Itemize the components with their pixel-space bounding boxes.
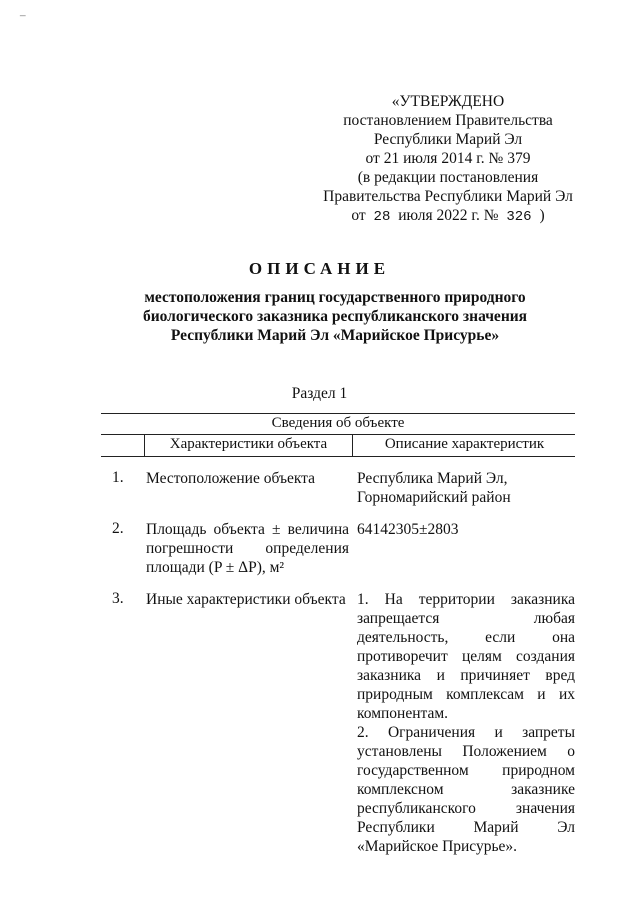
value-paragraph: 2. Ограничения и запреты установлены Положением о государственном природном комплексном заказнике республиканского значения Республики Марий Эл «Марийское Присурье». — [357, 724, 575, 855]
table-top-rule — [101, 413, 575, 414]
table-col-divider — [352, 434, 353, 457]
edition-prefix: от — [351, 207, 366, 224]
value-line: Республика Марий Эл, — [357, 470, 508, 487]
row-value — [357, 469, 575, 507]
row-label: Местоположение объекта — [146, 470, 316, 487]
approval-stamp — [318, 92, 578, 227]
subtitle-line: Республики Марий Эл «Марийское Присурье» — [170, 327, 500, 344]
subtitle-line: биологического заказника республиканского значения — [142, 308, 528, 325]
edition-day: 28 — [373, 209, 391, 225]
table-caption: Сведения об объекте — [271, 415, 405, 431]
table-header-rule — [101, 456, 575, 457]
subtitle-line: местоположения границ государственного природного — [144, 289, 526, 306]
row-label: Иные характеристики объекта — [146, 591, 346, 608]
col-header-description: Описание характеристик — [384, 436, 545, 452]
edition-suffix: ) — [539, 207, 545, 224]
col-header-characteristics: Характеристики объекта — [169, 436, 328, 452]
edition-number: 326 — [506, 209, 532, 225]
edition-month-year: июля 2022 г. № — [398, 207, 499, 224]
section-label: Раздел 1 — [291, 385, 348, 402]
row-number: 2. — [112, 520, 124, 537]
approval-edition-line — [318, 206, 578, 227]
row-value — [357, 590, 575, 856]
row-number: 3. — [112, 590, 124, 607]
value-line: 64142305±2803 — [357, 521, 459, 538]
table-col-divider — [144, 434, 145, 457]
approval-line: Правительства Республики Марий Эл — [323, 188, 573, 205]
table-caption-rule — [101, 434, 575, 435]
value-paragraph: 1. На территории заказника запрещается любая деятельность, если она противоречит целям создания заказника и причиняет вред природным комплексам и их компонентам. — [357, 591, 575, 722]
document-subtitle — [120, 288, 550, 345]
approval-line: «УТВЕРЖДЕНО — [391, 93, 505, 110]
document-title: ОПИСАНИЕ — [248, 259, 391, 278]
approval-line: (в редакции постановления — [357, 169, 539, 186]
row-label: Площадь объекта ± величина погрешности определения площади (P ± ΔP), м² — [146, 521, 349, 576]
value-line: Горномарийский район — [357, 489, 511, 506]
approval-line: постановлением Правительства — [343, 112, 553, 129]
approval-line: от 21 июля 2014 г. № 379 — [365, 150, 531, 167]
approval-line: Республики Марий Эл — [373, 131, 523, 148]
row-number: 1. — [112, 469, 124, 486]
scan-mark: _ — [20, 6, 26, 17]
row-value — [357, 520, 575, 539]
